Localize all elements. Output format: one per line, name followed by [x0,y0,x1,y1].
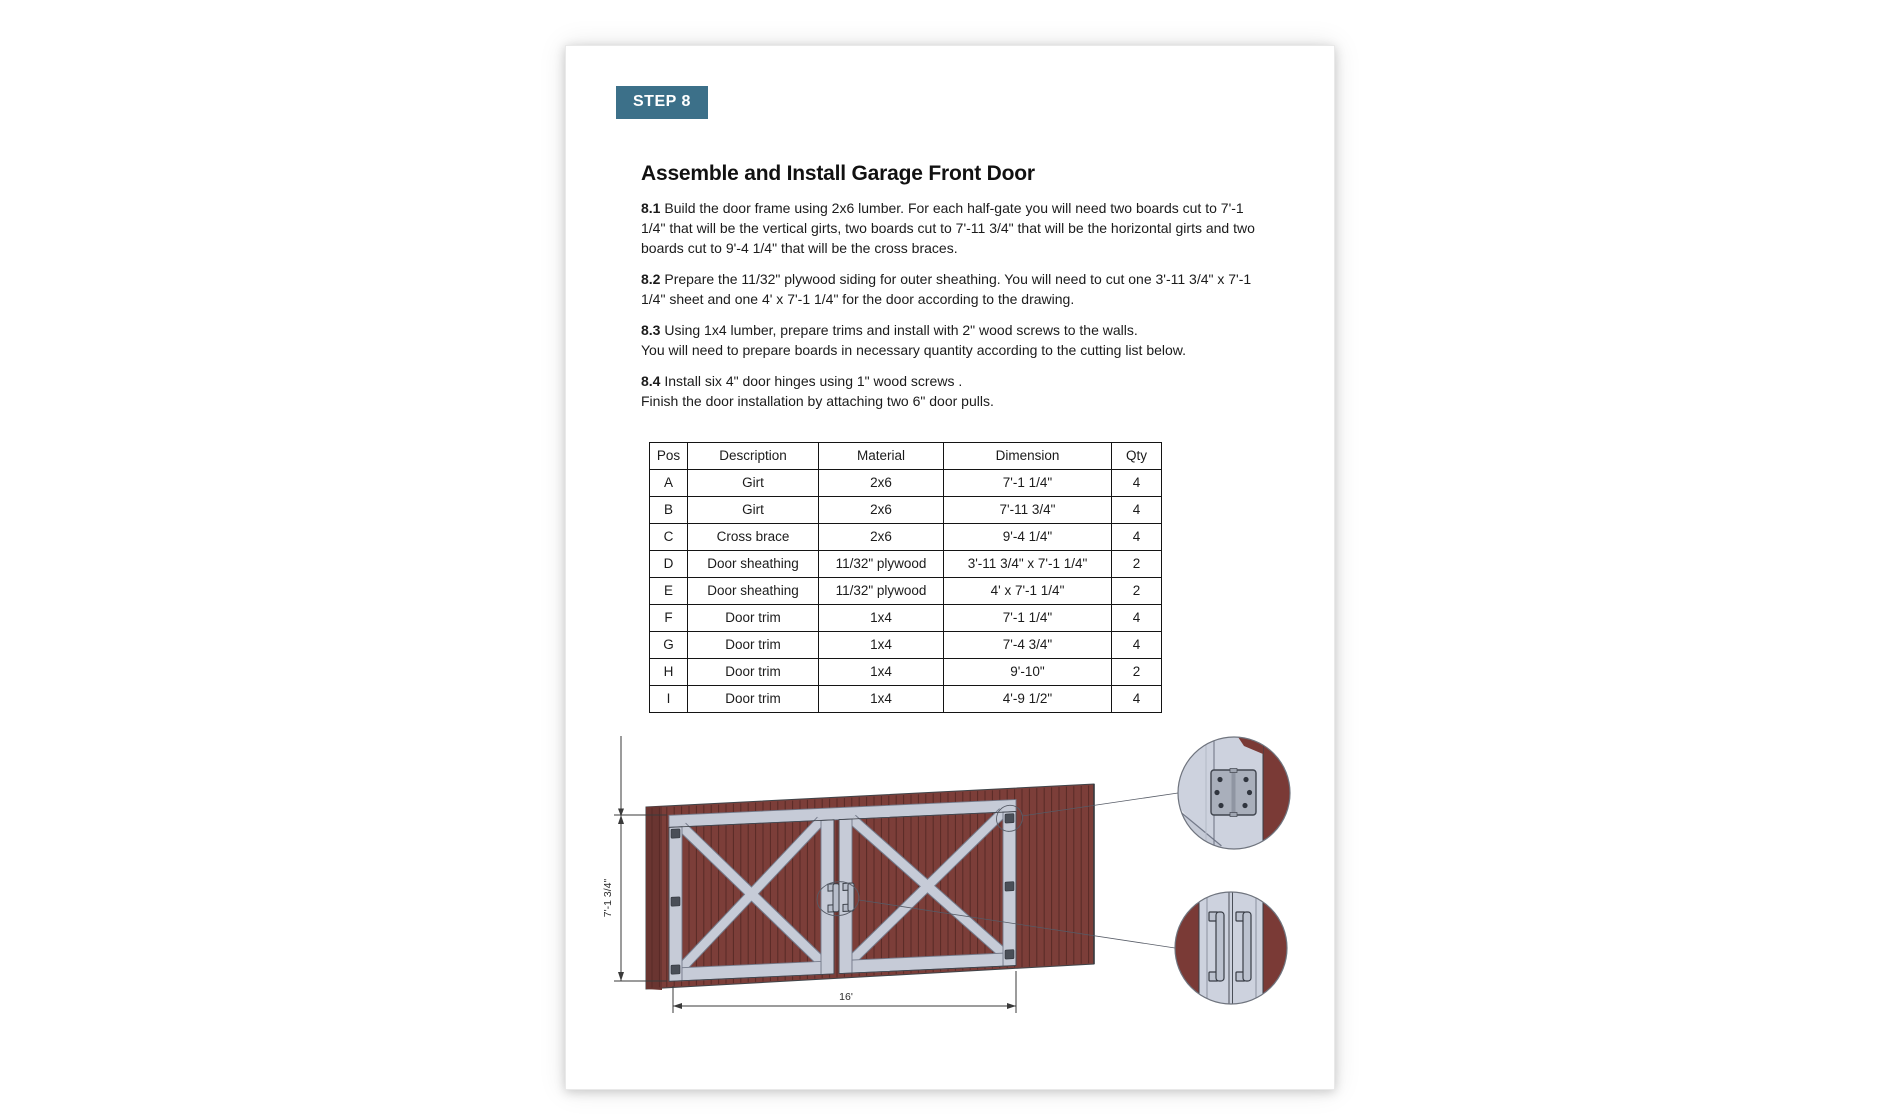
step-text-line2: Finish the door installation by attaching two 6" door pulls. [641,393,994,409]
table-cell: Cross brace [688,524,819,551]
door-hinge [1005,950,1014,959]
step-paragraph-8-3 [641,320,1271,360]
door-hinge [671,829,680,838]
table-header-row [650,443,1162,470]
table-row [650,551,1162,578]
table-cell: 7'-1 1/4" [944,605,1112,632]
table-cell: 3'-11 3/4" x 7'-1 1/4" [944,551,1112,578]
step-paragraph-8-4 [641,371,1271,411]
table-cell: D [650,551,688,578]
table-cell: B [650,497,688,524]
table-cell: I [650,686,688,713]
door-hinge [1005,814,1014,823]
table-row [650,524,1162,551]
table-cell: 4 [1112,686,1162,713]
table-cell: E [650,578,688,605]
table-cell: 1x4 [819,632,944,659]
table-cell: Door sheathing [688,578,819,605]
step-text-line2: You will need to prepare boards in necessary quantity according to the cutting list below. [641,342,1187,358]
table-cell: 4 [1112,524,1162,551]
table-cell: Door sheathing [688,551,819,578]
step-text: Using 1x4 lumber, prepare trims and install with 2" wood screws to the walls. [664,322,1138,338]
table-cell: H [650,659,688,686]
table-header-cell: Pos [650,443,688,470]
table-row [650,605,1162,632]
step-text: Prepare the 11/32" plywood siding for outer sheathing. You will need to cut one 3'-11 3/4" x 7'-1 1/4" sheet and one 4' x 7'-1 1/4" for the door according to the drawing. [641,271,1252,307]
table-cell: 4 [1112,470,1162,497]
cutting-list-body [650,470,1162,713]
table-cell: Girt [688,497,819,524]
table-cell: Door trim [688,659,819,686]
step-text: Install six 4" door hinges using 1" wood screws . [664,373,963,389]
table-cell: 1x4 [819,686,944,713]
table-cell: 1x4 [819,659,944,686]
table-cell: 4' x 7'-1 1/4" [944,578,1112,605]
cutting-list-table [649,442,1162,713]
table-cell: 4 [1112,605,1162,632]
door-pull-detail-callout [1171,890,1293,1008]
table-cell: 2x6 [819,497,944,524]
door-hinge [671,965,680,974]
table-header-cell: Dimension [944,443,1112,470]
table-header-cell: Description [688,443,819,470]
hinge-detail-callout [1172,736,1294,851]
table-cell: 2 [1112,551,1162,578]
page-content [566,46,1334,713]
table-cell: F [650,605,688,632]
table-cell: 11/32" plywood [819,551,944,578]
table-cell: 9'-4 1/4" [944,524,1112,551]
table-cell: 2x6 [819,470,944,497]
table-cell: 7'-4 3/4" [944,632,1112,659]
table-cell: G [650,632,688,659]
document-page [565,45,1335,1090]
table-cell: 4 [1112,497,1162,524]
table-cell: Door trim [688,632,819,659]
table-cell: 4 [1112,632,1162,659]
step-number: 8.1 [641,200,661,216]
table-cell: 4'-9 1/2" [944,686,1112,713]
table-cell: 9'-10" [944,659,1112,686]
table-row [650,659,1162,686]
door-assembly-drawing [566,736,1336,1046]
step-number: 8.3 [641,322,661,338]
table-cell: 2 [1112,578,1162,605]
step-text: Build the door frame using 2x6 lumber. For each half-gate you will need two boards cut to 7'-1 1/4" that will be the vertical girts, two boards cut to 7'-11 3/4" that will be the horizontal girts and two boards cut to 9'-4 1/4" that will be the cross braces. [641,200,1255,256]
hinge-detail-plate [1211,769,1256,817]
page-title: Assemble and Install Garage Front Door [641,162,1035,185]
table-cell: Door trim [688,686,819,713]
table-header-cell: Material [819,443,944,470]
table-row [650,470,1162,497]
table-cell: Door trim [688,605,819,632]
table-cell: 2x6 [819,524,944,551]
height-dimension-label: 7'-1 3/4" [602,878,614,918]
table-cell: Girt [688,470,819,497]
table-row [650,497,1162,524]
table-cell: A [650,470,688,497]
door-hinge [1005,882,1014,891]
table-cell: 7'-11 3/4" [944,497,1112,524]
table-row [650,632,1162,659]
table-cell: 1x4 [819,605,944,632]
table-cell: 7'-1 1/4" [944,470,1112,497]
table-header-cell: Qty [1112,443,1162,470]
step-paragraph-8-1 [641,198,1271,258]
step-paragraph-8-2 [641,269,1271,309]
door-hinge [671,897,680,906]
table-cell: 2 [1112,659,1162,686]
table-cell: 11/32" plywood [819,578,944,605]
step-number: 8.2 [641,271,661,287]
width-dimension-label: 16' [839,991,853,1003]
step-number: 8.4 [641,373,661,389]
step-badge: STEP 8 [616,86,708,119]
table-cell: C [650,524,688,551]
table-row [650,578,1162,605]
table-row [650,686,1162,713]
